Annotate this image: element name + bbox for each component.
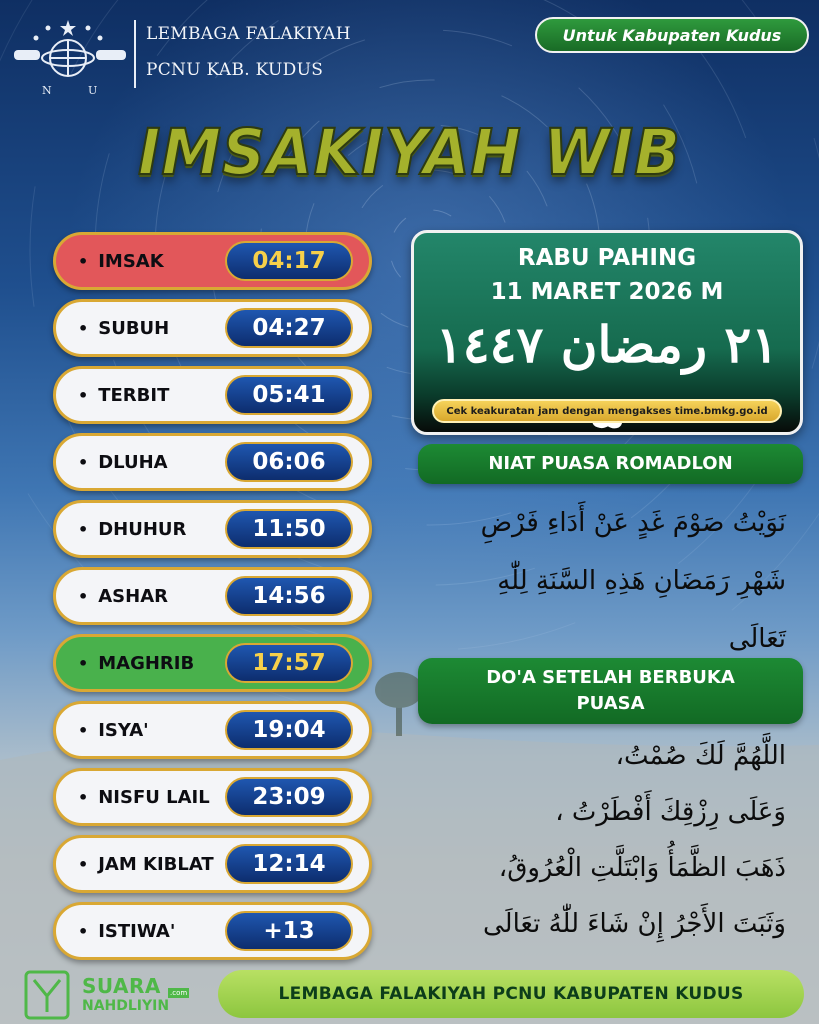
prayer-name: NISFU LAIL — [98, 786, 210, 808]
prayer-time: 05:41 — [225, 375, 353, 415]
niat-line: شَهْرِ رَمَضَانِ هَذِهِ السَّنَةِ لِلّٰهِ — [497, 566, 786, 596]
prayer-time: 17:57 — [225, 643, 353, 683]
time-check-note: Cek keakuratan jam dengan mengakses time.bmkg.go.id — [432, 399, 782, 423]
org-name-line-2: PCNU KAB. KUDUS — [146, 60, 324, 80]
prayer-name: JAM KIBLAT — [98, 853, 214, 875]
date-card — [411, 230, 803, 435]
doa-line: وَعَلَى رِزْقِكَ أَفْطَرْتُ ، — [555, 797, 786, 827]
bullet-icon: • — [78, 318, 89, 338]
tree-silhouette — [375, 672, 423, 736]
svg-text:N: N — [42, 84, 52, 97]
bullet-icon: • — [78, 452, 89, 472]
bullet-icon: • — [78, 653, 89, 673]
niat-heading: NIAT PUASA ROMADLON — [418, 444, 803, 484]
hijri-date: ٢١ رمضان ١٤٤٧ — [435, 315, 779, 374]
schedule-row-istiwa — [53, 902, 372, 960]
footer-brand-bottom: NAHDLIYIN — [82, 998, 170, 1014]
svg-text:U: U — [88, 84, 98, 97]
bullet-icon: • — [78, 586, 89, 606]
region-badge: Untuk Kabupaten Kudus — [535, 17, 809, 53]
bullet-icon: • — [78, 921, 89, 941]
header-divider — [134, 20, 136, 88]
niat-arabic-text — [400, 494, 786, 668]
prayer-time: 11:50 — [225, 509, 353, 549]
suara-nahdliyin-logo-icon — [22, 968, 72, 1022]
prayer-name: ASHAR — [98, 585, 168, 607]
doa-heading: DO'A SETELAH BERBUKA PUASA — [418, 658, 803, 724]
prayer-time: 12:14 — [225, 844, 353, 884]
prayer-name: DLUHA — [98, 451, 168, 473]
schedule-row-subuh — [53, 299, 372, 357]
doa-line: وَثَبَتَ الأَجْرُ إِنْ شَاءَ للّٰهُ تعَالَى — [483, 909, 786, 939]
schedule-row-isya — [53, 701, 372, 759]
prayer-name: DHUHUR — [98, 518, 187, 540]
footer-brand-top: SUARA — [82, 974, 161, 998]
bullet-icon: • — [78, 854, 89, 874]
niat-line: تَعَالَى — [728, 624, 786, 654]
footer-org-banner: LEMBAGA FALAKIYAH PCNU KABUPATEN KUDUS — [218, 970, 804, 1018]
doa-line: ذَهَبَ الظَّمَأُ وَابْتَلَّتِ الْعُرُوقُ، — [498, 853, 786, 883]
schedule-row-terbit — [53, 366, 372, 424]
bullet-icon: • — [78, 787, 89, 807]
prayer-name: TERBIT — [98, 384, 170, 406]
prayer-name: SUBUH — [98, 317, 170, 339]
bullet-icon: • — [78, 519, 89, 539]
gregorian-date: 11 MARET 2026 M — [490, 279, 724, 305]
schedule-row-nisfu-lail — [53, 768, 372, 826]
bullet-icon: • — [78, 251, 89, 271]
footer-brand-suffix: .com — [170, 989, 188, 997]
schedule-row-maghrib — [53, 634, 372, 692]
prayer-time: 19:04 — [225, 710, 353, 750]
prayer-time: 04:27 — [225, 308, 353, 348]
schedule-row-imsak — [53, 232, 372, 290]
schedule-row-dhuhur — [53, 500, 372, 558]
prayer-time: +13 — [225, 911, 353, 951]
bullet-icon: • — [78, 720, 89, 740]
prayer-name: ISTIWA' — [98, 920, 176, 942]
prayer-time: 06:06 — [225, 442, 353, 482]
nu-logo-icon — [10, 14, 130, 98]
prayer-name: IMSAK — [98, 250, 164, 272]
page-title: IMSAKIYAH WIB — [138, 116, 681, 190]
doa-arabic-text — [400, 728, 786, 952]
org-name-line-1: LEMBAGA FALAKIYAH — [146, 24, 351, 44]
niat-line: نَوَيْتُ صَوْمَ غَدٍ عَنْ أَدَاءِ فَرْضِ — [480, 508, 786, 538]
schedule-row-dluha — [53, 433, 372, 491]
prayer-time: 14:56 — [225, 576, 353, 616]
doa-line: اللَّهُمَّ لَكَ صُمْتُ، — [615, 741, 786, 771]
prayer-name: ISYA' — [98, 719, 149, 741]
bullet-icon: • — [78, 385, 89, 405]
schedule-row-jam-kiblat — [53, 835, 372, 893]
day-name: RABU PAHING — [517, 245, 697, 271]
prayer-time: 04:17 — [225, 241, 353, 281]
prayer-name: MAGHRIB — [98, 652, 195, 674]
prayer-time: 23:09 — [225, 777, 353, 817]
schedule-row-ashar — [53, 567, 372, 625]
